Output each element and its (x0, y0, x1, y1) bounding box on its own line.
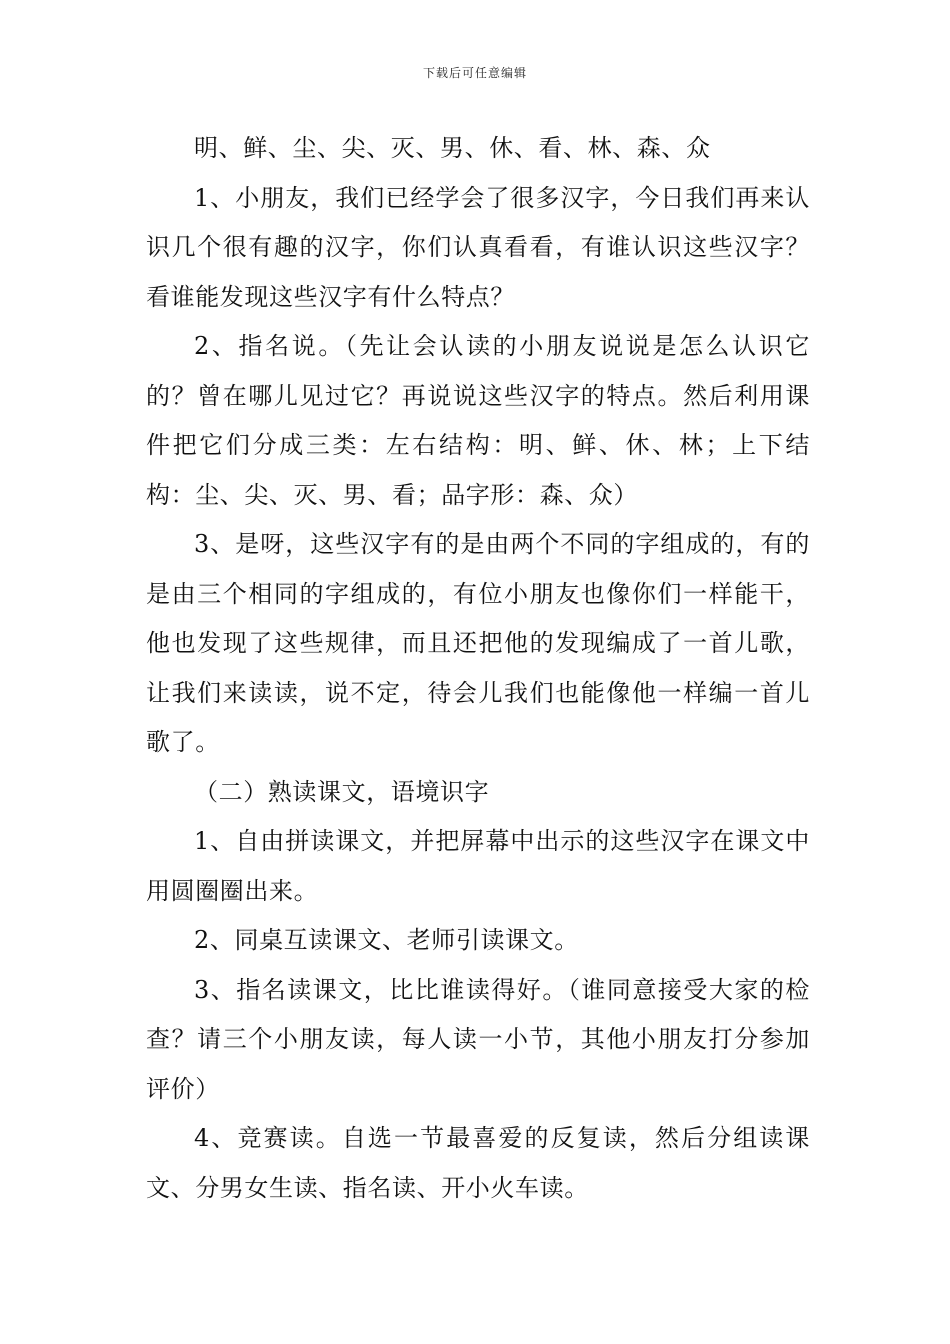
character-list-paragraph: 明、鲜、尘、尖、灭、男、休、看、林、森、众 (194, 134, 711, 162)
paragraph-step-1: 1、小朋友，我们已经学会了很多汉字，今日我们再来认识几个很有趣的汉字，你们认真看看，有谁认识这些汉字？看谁能发现这些汉字有什么特点？ (146, 183, 810, 311)
paragraph-step-3: 3、是呀，这些汉字有的是由两个不同的字组成的，有的是由三个相同的字组成的，有位小朋友也像你们一样能干，他也发现了这些规律，而且还把他的发现编成了一首儿歌，让我们来读读，说不定，待会儿我们也能像他一样编一首儿歌了。 (146, 530, 810, 756)
document-body (146, 124, 810, 1213)
section-heading: （二）熟读课文，语境识字 (194, 777, 490, 806)
page-header: 下载后可任意编辑 (422, 66, 527, 80)
paragraph-reading-2: 2、同桌互读课文、老师引读课文。 (194, 926, 579, 954)
paragraph-reading-1: 1、自由拼读课文，并把屏幕中出示的这些汉字在课文中用圆圈圈出来。 (146, 827, 810, 905)
paragraph-step-2: 2、指名说。（先让会认读的小朋友说说是怎么认识它的？曾在哪儿见过它？再说说这些汉字的特点。然后利用课件把它们分成三类：左右结构：明、鲜、休、林；上下结构：尘、尖、灭、男、看；品字形：森、众） (146, 332, 810, 509)
paragraph-reading-4: 4、竞赛读。自选一节最喜爱的反复读，然后分组读课文、分男女生读、指名读、开小火车读。 (146, 1124, 810, 1202)
paragraph-reading-3: 3、指名读课文，比比谁读得好。（谁同意接受大家的检查？请三个小朋友读，每人读一小节，其他小朋友打分参加评价） (146, 975, 810, 1103)
